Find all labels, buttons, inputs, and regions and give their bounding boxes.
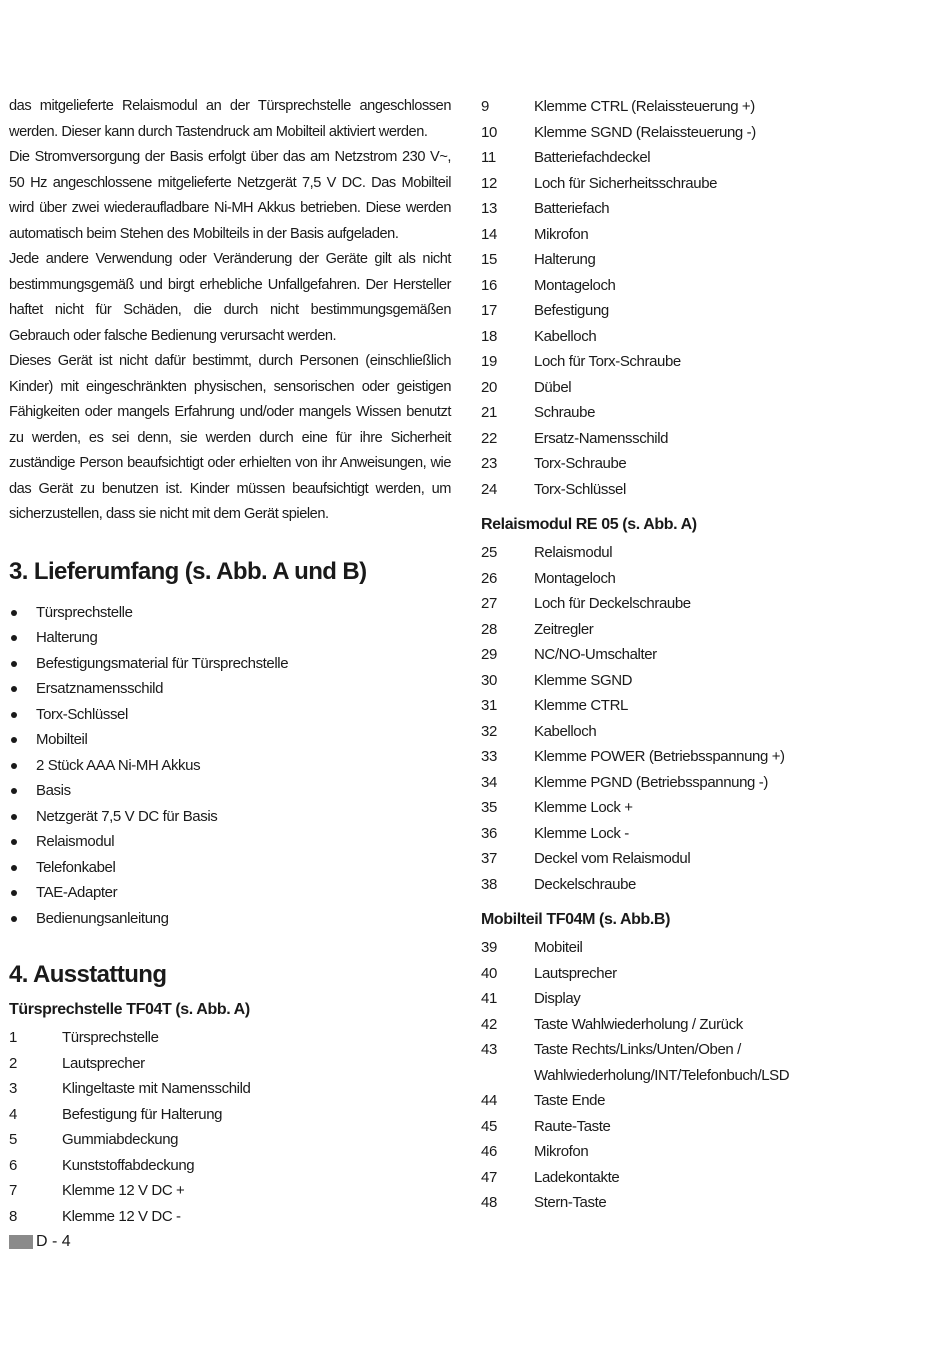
list-item: [481, 744, 921, 770]
list-item: [481, 324, 921, 350]
list-item: [481, 821, 921, 847]
item-label: Kabelloch: [534, 722, 597, 740]
list-item: [481, 1114, 921, 1140]
item-label: Montageloch: [534, 569, 616, 587]
list-item: [481, 477, 921, 503]
list-item: [9, 1025, 451, 1051]
item-label: Klemme SGND (Relaissteuerung -): [534, 123, 756, 141]
item-label: Deckel vom Relaismodul: [534, 850, 691, 867]
list-item: [481, 846, 921, 872]
item-number: 31: [481, 697, 497, 714]
item-number: 45: [481, 1117, 497, 1135]
delivery-item: Relaismodul: [9, 829, 451, 855]
list-item: [481, 222, 921, 248]
item-number: 1: [9, 1029, 17, 1046]
list-item: [481, 1012, 921, 1038]
item-number: 48: [481, 1194, 497, 1211]
list-item: [481, 273, 921, 299]
list-item: [481, 349, 921, 375]
item-label: Befestigung für Halterung: [62, 1105, 223, 1123]
item-label: Klemme 12 V DC +: [62, 1182, 185, 1199]
item-label: Taste Ende: [534, 1092, 606, 1109]
list-item: [9, 1076, 451, 1102]
group-a-list-continued: [481, 94, 921, 502]
item-label: Klemme Lock -: [534, 824, 629, 842]
item-label: Batteriefach: [534, 200, 610, 217]
list-item: [481, 400, 921, 426]
list-item: [481, 795, 921, 821]
item-label: Klemme CTRL: [534, 697, 628, 714]
item-label: Loch für Torx-Schraube: [534, 353, 681, 370]
item-label: Lautsprecher: [534, 964, 617, 982]
list-item: [481, 145, 921, 171]
item-number: 5: [9, 1131, 17, 1148]
item-number: 32: [481, 722, 497, 740]
item-number: 6: [9, 1156, 17, 1174]
list-item: [481, 591, 921, 617]
item-number: 16: [481, 276, 497, 294]
item-number: 25: [481, 544, 497, 561]
item-number: 28: [481, 620, 497, 638]
delivery-item: Mobilteil: [9, 727, 451, 753]
item-label: Montageloch: [534, 276, 616, 294]
page-footer: [9, 1233, 71, 1251]
list-item: [481, 1139, 921, 1165]
item-number: 44: [481, 1092, 497, 1109]
item-number: 11: [481, 149, 496, 166]
delivery-item: Netzgerät 7,5 V DC für Basis: [9, 804, 451, 830]
item-label: Mikrofon: [534, 1143, 589, 1160]
item-label: NC/NO-Umschalter: [534, 646, 657, 663]
item-label: Klemme CTRL (Relaissteuerung +): [534, 98, 755, 115]
item-label: Deckelschraube: [534, 875, 636, 893]
page-number: D - 4: [36, 1233, 71, 1250]
list-item: [481, 719, 921, 745]
item-label: Zeitregler: [534, 620, 594, 638]
item-number: 26: [481, 569, 497, 587]
group-b-list: [481, 540, 921, 897]
item-number: 10: [481, 123, 497, 141]
list-item: [481, 540, 921, 566]
item-number: 15: [481, 251, 497, 268]
list-item: [481, 298, 921, 324]
delivery-item: Türsprechstelle: [9, 600, 451, 626]
item-number: 33: [481, 748, 497, 765]
item-label: Stern-Taste: [534, 1194, 607, 1211]
item-label: Raute-Taste: [534, 1117, 611, 1135]
list-item: [481, 247, 921, 273]
list-item: [9, 1102, 451, 1128]
intro-text: [9, 94, 451, 528]
item-label: Klemme 12 V DC -: [62, 1207, 181, 1225]
item-number: 12: [481, 174, 497, 192]
item-number: 23: [481, 455, 497, 472]
item-number: 9: [481, 98, 489, 115]
item-label: Kabelloch: [534, 327, 597, 345]
item-number: 17: [481, 302, 497, 319]
intro-paragraph: Jede andere Verwendung oder Veränderung der Geräte gilt als nicht bestimmungsgemäß und birgt erhebliche Unfallgefahren. Der Hersteller haftet nicht für Schäden, die durch nicht bestimmungsgemäßen Gebrauch oder falsche Bedienung verursacht werden.: [9, 251, 451, 344]
delivery-item: Telefonkabel: [9, 855, 451, 881]
list-item: [481, 770, 921, 796]
list-item: [481, 196, 921, 222]
group-a-list: [9, 1025, 451, 1229]
item-number: 37: [481, 850, 497, 867]
item-number: 42: [481, 1015, 497, 1033]
left-column: [9, 94, 451, 1229]
delivery-item: Befestigungsmaterial für Türsprechstelle: [9, 651, 451, 677]
list-item: [9, 1153, 451, 1179]
list-item: [481, 94, 921, 120]
list-item: [481, 566, 921, 592]
item-label: Halterung: [534, 251, 596, 268]
item-label: Befestigung: [534, 302, 609, 319]
intro-paragraph: das mitgelieferte Relaismodul an der Türsprechstelle angeschlossen werden. Dieser kann durch Tastendruck am Mobilteil aktiviert werden.: [9, 98, 451, 140]
list-item: [481, 1165, 921, 1191]
item-label: Ladekontakte: [534, 1168, 620, 1186]
delivery-item: Torx-Schlüssel: [9, 702, 451, 728]
delivery-item: Halterung: [9, 625, 451, 651]
item-label: Mikrofon: [534, 225, 589, 243]
list-item: [481, 1190, 921, 1216]
item-number: 8: [9, 1207, 17, 1225]
list-item: [481, 426, 921, 452]
item-label: Gummiabdeckung: [62, 1131, 179, 1148]
item-label: Klingeltaste mit Namensschild: [62, 1080, 251, 1097]
item-label: Klemme Lock +: [534, 799, 633, 816]
list-item: [9, 1204, 451, 1230]
group-b-heading: Relaismodul RE 05 (s. Abb. A): [481, 516, 697, 533]
item-label: Torx-Schraube: [534, 455, 627, 472]
item-number: 36: [481, 824, 497, 842]
item-number: 46: [481, 1143, 497, 1160]
item-label: Relaismodul: [534, 544, 613, 561]
item-label: Lautsprecher: [62, 1054, 145, 1072]
list-item: [9, 1127, 451, 1153]
list-item: [481, 617, 921, 643]
item-label: Taste Rechts/Links/Unten/Oben / Wahlwiederholung/INT/Telefonbuch/LSD: [534, 1041, 790, 1084]
intro-paragraph: Die Stromversorgung der Basis erfolgt über das am Netzstrom 230 V~, 50 Hz angeschlossene mitgelieferte Netzgerät 7,5 V DC. Das Mobilteil wird über zwei wiederaufladbare Ni-MH Akkus betrieben. Diese werden automatisch beim Stehen des Mobilteils in der Basis aufgeladen.: [9, 149, 451, 242]
right-column: [481, 94, 921, 1216]
item-label: Display: [534, 990, 581, 1007]
item-number: 21: [481, 404, 497, 421]
list-item: [481, 1037, 921, 1088]
item-number: 34: [481, 773, 497, 791]
item-number: 27: [481, 595, 497, 612]
list-item: [481, 642, 921, 668]
item-number: 24: [481, 480, 497, 498]
item-label: Loch für Deckelschraube: [534, 595, 691, 612]
delivery-item: Bedienungsanleitung: [9, 906, 451, 932]
item-label: Mobiteil: [534, 939, 583, 956]
item-number: 38: [481, 875, 497, 893]
list-item: [481, 451, 921, 477]
list-item: [481, 1088, 921, 1114]
item-label: Torx-Schlüssel: [534, 480, 626, 498]
item-number: 14: [481, 225, 497, 243]
item-number: 41: [481, 990, 497, 1007]
item-number: 29: [481, 646, 497, 663]
group-c-list: [481, 935, 921, 1216]
item-number: 19: [481, 353, 497, 370]
item-label: Kunststoffabdeckung: [62, 1156, 195, 1174]
item-number: 35: [481, 799, 497, 816]
item-number: 40: [481, 964, 497, 982]
delivery-item: Ersatznamensschild: [9, 676, 451, 702]
list-item: [9, 1178, 451, 1204]
item-number: 43: [481, 1041, 497, 1058]
item-number: 13: [481, 200, 497, 217]
item-label: Taste Wahlwiederholung / Zurück: [534, 1015, 743, 1033]
item-number: 4: [9, 1105, 17, 1123]
item-number: 47: [481, 1168, 497, 1186]
list-item: [481, 935, 921, 961]
item-label: Schraube: [534, 404, 596, 421]
list-item: [481, 872, 921, 898]
item-label: Klemme POWER (Betriebsspannung +): [534, 748, 785, 765]
item-number: 18: [481, 327, 497, 345]
item-label: Loch für Sicherheitsschraube: [534, 174, 718, 192]
intro-paragraph: Dieses Gerät ist nicht dafür bestimmt, durch Personen (einschließlich Kinder) mit eingeschränkten physischen, sensorischen oder geistigen Fähigkeiten oder mangels Erfahrung und/oder mangels Wissen benutzt zu werden, es sei denn, sie werden durch eine für ihre Sicherheit zuständige Person beaufsichtigt oder erhielten von ihr Anweisungen, wie das Gerät zu benutzen ist. Kinder müssen beaufsichtigt werden, um sicherzustellen, dass sie nicht mit dem Gerät spielen.: [9, 353, 451, 522]
list-item: [481, 120, 921, 146]
delivery-item: 2 Stück AAA Ni-MH Akkus: [9, 753, 451, 779]
group-a-heading: Türsprechstelle TF04T (s. Abb. A): [9, 1001, 250, 1018]
item-number: 3: [9, 1080, 17, 1097]
list-item: [481, 693, 921, 719]
section-3-heading: 3. Lieferumfang (s. Abb. A und B): [9, 557, 367, 585]
item-label: Klemme SGND: [534, 671, 633, 689]
list-item: [481, 375, 921, 401]
item-label: Klemme PGND (Betriebsspannung -): [534, 773, 768, 791]
delivery-item: Basis: [9, 778, 451, 804]
footer-bar: [9, 1235, 33, 1249]
item-label: Batteriefachdeckel: [534, 149, 651, 166]
list-item: [481, 171, 921, 197]
item-label: Türsprechstelle: [62, 1029, 159, 1046]
item-number: 7: [9, 1182, 17, 1199]
item-number: 20: [481, 378, 497, 396]
list-item: [9, 1051, 451, 1077]
list-item: [481, 986, 921, 1012]
item-number: 39: [481, 939, 497, 956]
delivery-item: TAE-Adapter: [9, 880, 451, 906]
section-4-heading: 4. Ausstattung: [9, 961, 167, 988]
item-label: Dübel: [534, 378, 572, 396]
list-item: [481, 668, 921, 694]
item-number: 30: [481, 671, 497, 689]
item-number: 2: [9, 1054, 17, 1072]
item-label: Ersatz-Namensschild: [534, 429, 669, 447]
group-c-heading: Mobilteil TF04M (s. Abb.B): [481, 911, 670, 928]
delivery-list: [9, 600, 451, 932]
item-number: 22: [481, 429, 497, 447]
list-item: [481, 961, 921, 987]
